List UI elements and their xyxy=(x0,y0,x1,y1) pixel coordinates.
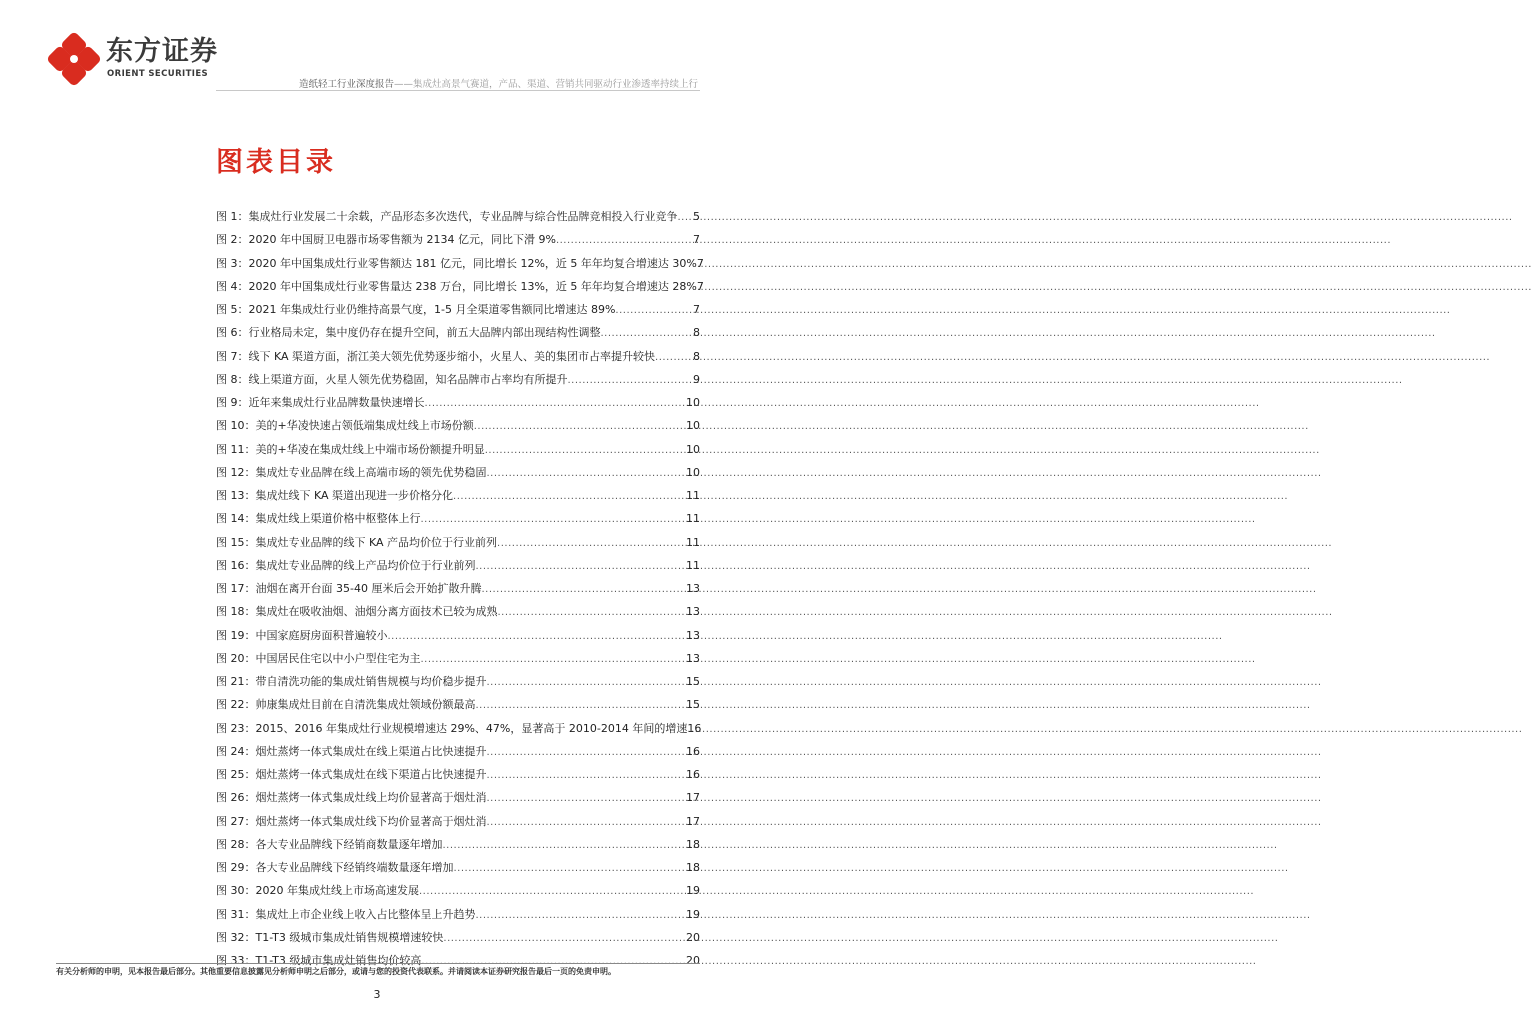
toc-entry-page-number: 13 xyxy=(686,582,700,595)
toc-entry[interactable] xyxy=(216,627,700,650)
toc-entry-leader xyxy=(568,375,694,386)
toc-entry-label: 图 3： xyxy=(216,256,249,270)
toc-entry[interactable] xyxy=(216,929,700,952)
toc-entry-label: 图 16： xyxy=(216,558,256,572)
toc-entry[interactable] xyxy=(216,348,700,371)
toc-entry[interactable] xyxy=(216,231,700,254)
toc-entry-leader xyxy=(498,607,687,618)
toc-entry-page-number: 8 xyxy=(693,349,700,363)
toc-entry-page-number: 7 xyxy=(696,279,704,293)
toc-entry-page-number: 13 xyxy=(686,651,700,665)
toc-entry-caption: 美的+华凌在集成灶线上中端市场份额提升明显 xyxy=(255,442,485,456)
toc-list xyxy=(216,208,704,975)
toc-entry[interactable] xyxy=(216,789,700,812)
toc-entry-label: 图 33： xyxy=(216,954,256,967)
toc-entry-caption: 2020 年中国集成灶行业零售量达 238 万台，同比增长 13%，近 5 年年均复合增速达 28% xyxy=(248,279,697,293)
toc-entry-label: 图 22： xyxy=(216,698,256,712)
toc-entry-caption: 中国家庭厨房面积普遍较小 xyxy=(255,628,388,642)
toc-entry-label: 图 32： xyxy=(216,930,256,944)
toc-entry-page-number: 17 xyxy=(686,814,700,828)
toc-entry-caption: 2020 年集成灶线上市场高速发展 xyxy=(255,884,419,898)
toc-entry-leader xyxy=(443,933,686,944)
toc-entry[interactable] xyxy=(216,696,700,719)
toc-entry[interactable] xyxy=(216,301,700,324)
toc-entry-caption: 各大专业品牌线下经销商数量逐年增加 xyxy=(255,837,443,851)
toc-entry[interactable] xyxy=(216,743,700,766)
toc-entry-label: 图 4： xyxy=(216,279,249,293)
toc-entry-page-number: 15 xyxy=(686,675,700,688)
toc-entry-page-number: 8 xyxy=(693,326,700,340)
toc-entry-caption: 2020 年中国厨卫电器市场零售额为 2134 亿元，同比下滑 9% xyxy=(248,233,556,247)
footer-disclaimer: 有关分析师的申明，见本报告最后部分。其他重要信息披露见分析师申明之后部分，或请与您的投资代表联系。并请阅读本证券研究报告最后一页的免责申明。 xyxy=(56,967,616,976)
footer-divider xyxy=(56,963,700,964)
toc-entry-leader xyxy=(481,584,686,595)
toc-entry[interactable] xyxy=(216,441,700,464)
toc-entry-leader xyxy=(443,840,687,851)
toc-entry-leader xyxy=(487,793,687,804)
brand-name-chinese: 东方证券 xyxy=(106,36,218,67)
toc-entry-caption: 油烟在离开台面 35-40 厘米后会开始扩散升腾 xyxy=(255,582,482,595)
toc-entry-caption: 帅康集成灶目前在自清洗集成灶领域份额最高 xyxy=(255,698,476,712)
toc-entry-caption: 集成灶在吸收油烟、油烟分离方面技术已较为成熟 xyxy=(255,605,498,619)
toc-entry-page-number: 16 xyxy=(686,744,700,758)
toc-entry[interactable] xyxy=(216,464,700,487)
toc-entry[interactable] xyxy=(216,836,700,859)
toc-entry-label: 图 23： xyxy=(216,721,256,735)
toc-entry-caption: 线下 KA 渠道方面，浙江美大领先优势逐步缩小，火星人、美的集团市占率提升较快 xyxy=(248,349,656,363)
toc-entry[interactable] xyxy=(216,673,700,696)
toc-entry-page-number: 15 xyxy=(686,698,700,712)
toc-entry-leader xyxy=(678,212,694,223)
toc-entry-caption: T1-T3 级城市集成灶销售规模增速较快 xyxy=(255,930,444,944)
toc-entry-page-number: 10 xyxy=(686,419,700,433)
toc-entry-label: 图 12： xyxy=(216,465,256,479)
toc-entry-leader xyxy=(421,514,687,525)
toc-entry[interactable] xyxy=(216,534,700,557)
header-divider xyxy=(216,90,700,91)
toc-entry-label: 图 1： xyxy=(216,210,249,223)
toc-entry-page-number: 18 xyxy=(686,861,700,874)
toc-entry-caption: 行业格局未定，集中度仍存在提升空间，前五大品牌内部出现结构性调整 xyxy=(248,326,601,340)
toc-entry-leader xyxy=(487,817,687,828)
toc-entry-label: 图 20： xyxy=(216,651,256,665)
toc-entry-caption: 2021 年集成灶行业仍维持高景气度，1-5 月全渠道零售额同比增速达 89% xyxy=(248,303,616,316)
toc-entry-leader xyxy=(487,468,687,479)
orient-securities-logo-icon xyxy=(50,35,98,83)
toc-entry[interactable] xyxy=(216,720,700,743)
toc-entry-page-number: 7 xyxy=(696,256,704,270)
toc-entry-leader xyxy=(487,677,687,688)
toc-entry-leader xyxy=(388,631,687,642)
toc-entry-label: 图 21： xyxy=(216,675,256,688)
toc-entry[interactable] xyxy=(216,371,700,394)
toc-entry-page-number: 19 xyxy=(686,884,700,898)
toc-entry-leader xyxy=(419,886,686,897)
toc-entry-page-number: 11 xyxy=(686,535,700,549)
toc-entry[interactable] xyxy=(216,603,700,626)
toc-entry-leader xyxy=(474,421,686,432)
toc-entry[interactable] xyxy=(216,906,700,929)
toc-entry-leader xyxy=(454,863,687,874)
toc-entry-page-number: 13 xyxy=(686,605,700,619)
toc-entry-page-number: 7 xyxy=(693,303,700,316)
toc-entry-label: 图 24： xyxy=(216,744,256,758)
toc-entry-label: 图 28： xyxy=(216,837,256,851)
report-title: ——集成灶高景气赛道，产品、渠道、营销共同驱动行业渗透率持续上行 xyxy=(393,79,698,90)
toc-entry[interactable] xyxy=(216,255,704,278)
toc-entry-label: 图 8： xyxy=(216,372,249,386)
toc-entry-caption: 烟灶蒸烤一体式集成灶线上均价显著高于烟灶消 xyxy=(255,791,487,805)
toc-entry-label: 图 9： xyxy=(216,396,249,409)
toc-entry-leader xyxy=(453,491,686,502)
toc-entry-page-number: 11 xyxy=(686,558,700,572)
toc-entry-label: 图 27： xyxy=(216,814,256,828)
toc-entry[interactable] xyxy=(216,487,700,510)
toc-entry-caption: 集成灶专业品牌的线上产品均价位于行业前列 xyxy=(255,558,476,572)
toc-entry[interactable] xyxy=(216,557,700,580)
toc-entry-leader xyxy=(487,770,687,781)
toc-entry-label: 图 17： xyxy=(216,582,256,595)
toc-entry[interactable] xyxy=(216,650,700,673)
toc-entry-caption: 带自清洗功能的集成灶销售规模与均价稳步提升 xyxy=(255,675,487,688)
toc-entry-page-number: 17 xyxy=(686,791,700,805)
toc-entry-label: 图 7： xyxy=(216,349,249,363)
toc-entry[interactable] xyxy=(216,417,700,440)
page-number: 3 xyxy=(373,988,381,1001)
toc-entry[interactable] xyxy=(216,278,704,301)
toc-entry-leader xyxy=(556,235,693,246)
toc-entry-caption: 各大专业品牌线下经销终端数量逐年增加 xyxy=(255,861,454,874)
toc-entry[interactable] xyxy=(216,766,700,789)
toc-entry-label: 图 13： xyxy=(216,489,256,502)
toc-entry-label: 图 30： xyxy=(216,884,256,898)
toc-entry-label: 图 5： xyxy=(216,303,249,316)
toc-entry-leader xyxy=(601,328,694,339)
toc-entry-caption: 美的+华凌快速占领低端集成灶线上市场份额 xyxy=(255,419,474,433)
report-type: 造纸轻工行业深度报告 xyxy=(298,79,394,90)
toc-entry[interactable] xyxy=(216,882,700,905)
toc-entry-page-number: 19 xyxy=(686,907,700,921)
toc-entry[interactable] xyxy=(216,813,700,836)
toc-entry-caption: 2015、2016 年集成灶行业规模增速达 29%、47%，显著高于 2010-2014 年间的增速 xyxy=(255,721,688,735)
toc-entry-label: 图 14： xyxy=(216,512,256,526)
toc-entry-leader xyxy=(615,305,693,316)
toc-entry-page-number: 10 xyxy=(686,396,700,409)
toc-entry-label: 图 18： xyxy=(216,605,256,619)
toc-entry-label: 图 11： xyxy=(216,442,256,456)
toc-entry-page-number: 10 xyxy=(686,465,700,479)
toc-entry-label: 图 10： xyxy=(216,419,256,433)
toc-entry-leader xyxy=(476,910,687,921)
toc-entry-label: 图 25： xyxy=(216,768,256,781)
report-header xyxy=(299,76,698,90)
toc-entry-label: 图 29： xyxy=(216,861,256,874)
toc-entry-page-number: 16 xyxy=(687,721,702,735)
toc-entry-page-number: 18 xyxy=(686,837,700,851)
toc-entry-caption: 集成灶行业发展二十余载，产品形态多次迭代，专业品牌与综合性品牌竞相投入行业竞争 xyxy=(248,210,678,223)
toc-entry[interactable] xyxy=(216,208,700,231)
toc-entry-caption: T1-T3 级城市集成灶销售均价较高 xyxy=(255,954,422,967)
toc-entry-page-number: 20 xyxy=(686,930,700,944)
toc-entry-page-number: 5 xyxy=(693,210,700,223)
toc-entry[interactable] xyxy=(216,580,700,603)
toc-entry-leader xyxy=(421,654,687,665)
toc-entry[interactable] xyxy=(216,510,700,533)
toc-entry[interactable] xyxy=(216,859,700,882)
toc-entry[interactable] xyxy=(216,324,700,347)
toc-entry-label: 图 19： xyxy=(216,628,256,642)
toc-entry-page-number: 11 xyxy=(686,489,700,502)
toc-entry-page-number: 20 xyxy=(686,954,700,967)
toc-entry-caption: 烟灶蒸烤一体式集成灶在线上渠道占比快速提升 xyxy=(255,744,487,758)
toc-entry-caption: 中国居民住宅以中小户型住宅为主 xyxy=(255,651,421,665)
toc-entry-caption: 集成灶上市企业线上收入占比整体呈上升趋势 xyxy=(255,907,476,921)
toc-title: 图表目录 xyxy=(216,147,336,178)
toc-entry-caption: 烟灶蒸烤一体式集成灶线下均价显著高于烟灶消 xyxy=(255,814,487,828)
toc-entry-page-number: 16 xyxy=(686,768,700,781)
toc-entry-page-number: 11 xyxy=(686,512,700,526)
toc-entry-label: 图 26： xyxy=(216,791,256,805)
toc-entry[interactable] xyxy=(216,394,700,417)
toc-entry-caption: 2020 年中国集成灶行业零售额达 181 亿元，同比增长 12%，近 5 年年均复合增速达 30% xyxy=(248,256,697,270)
toc-entry-leader xyxy=(476,561,687,572)
toc-entry-label: 图 2： xyxy=(216,233,249,247)
toc-entry-leader xyxy=(497,538,686,549)
toc-entry-caption: 集成灶专业品牌在线上高端市场的领先优势稳固 xyxy=(255,465,487,479)
toc-entry-caption: 集成灶专业品牌的线下 KA 产品均价位于行业前列 xyxy=(255,535,498,549)
toc-entry-page-number: 13 xyxy=(686,628,700,642)
toc-entry-leader xyxy=(487,747,687,758)
toc-entry-leader xyxy=(476,700,687,711)
toc-entry-caption: 烟灶蒸烤一体式集成灶在线下渠道占比快速提升 xyxy=(255,768,487,781)
toc-entry-caption: 线上渠道方面，火星人领先优势稳固，知名品牌市占率均有所提升 xyxy=(248,372,568,386)
toc-entry-page-number: 7 xyxy=(693,233,700,247)
toc-entry-page-number: 9 xyxy=(693,372,700,386)
toc-entry-leader xyxy=(485,445,686,456)
toc-entry-label: 图 31： xyxy=(216,907,256,921)
toc-entry-label: 图 15： xyxy=(216,535,256,549)
toc-entry-caption: 近年来集成灶行业品牌数量快速增长 xyxy=(248,396,425,409)
company-logo xyxy=(50,33,220,85)
toc-entry-caption: 集成灶线下 KA 渠道出现进一步价格分化 xyxy=(255,489,454,502)
toc-entry-label: 图 6： xyxy=(216,326,249,340)
toc-entry-caption: 集成灶线上渠道价格中枢整体上行 xyxy=(255,512,421,526)
toc-entry-page-number: 10 xyxy=(686,442,700,456)
toc-entry-leader xyxy=(655,352,693,363)
brand-name-english: ORIENT SECURITIES xyxy=(107,69,209,79)
toc-entry-leader xyxy=(425,398,687,409)
